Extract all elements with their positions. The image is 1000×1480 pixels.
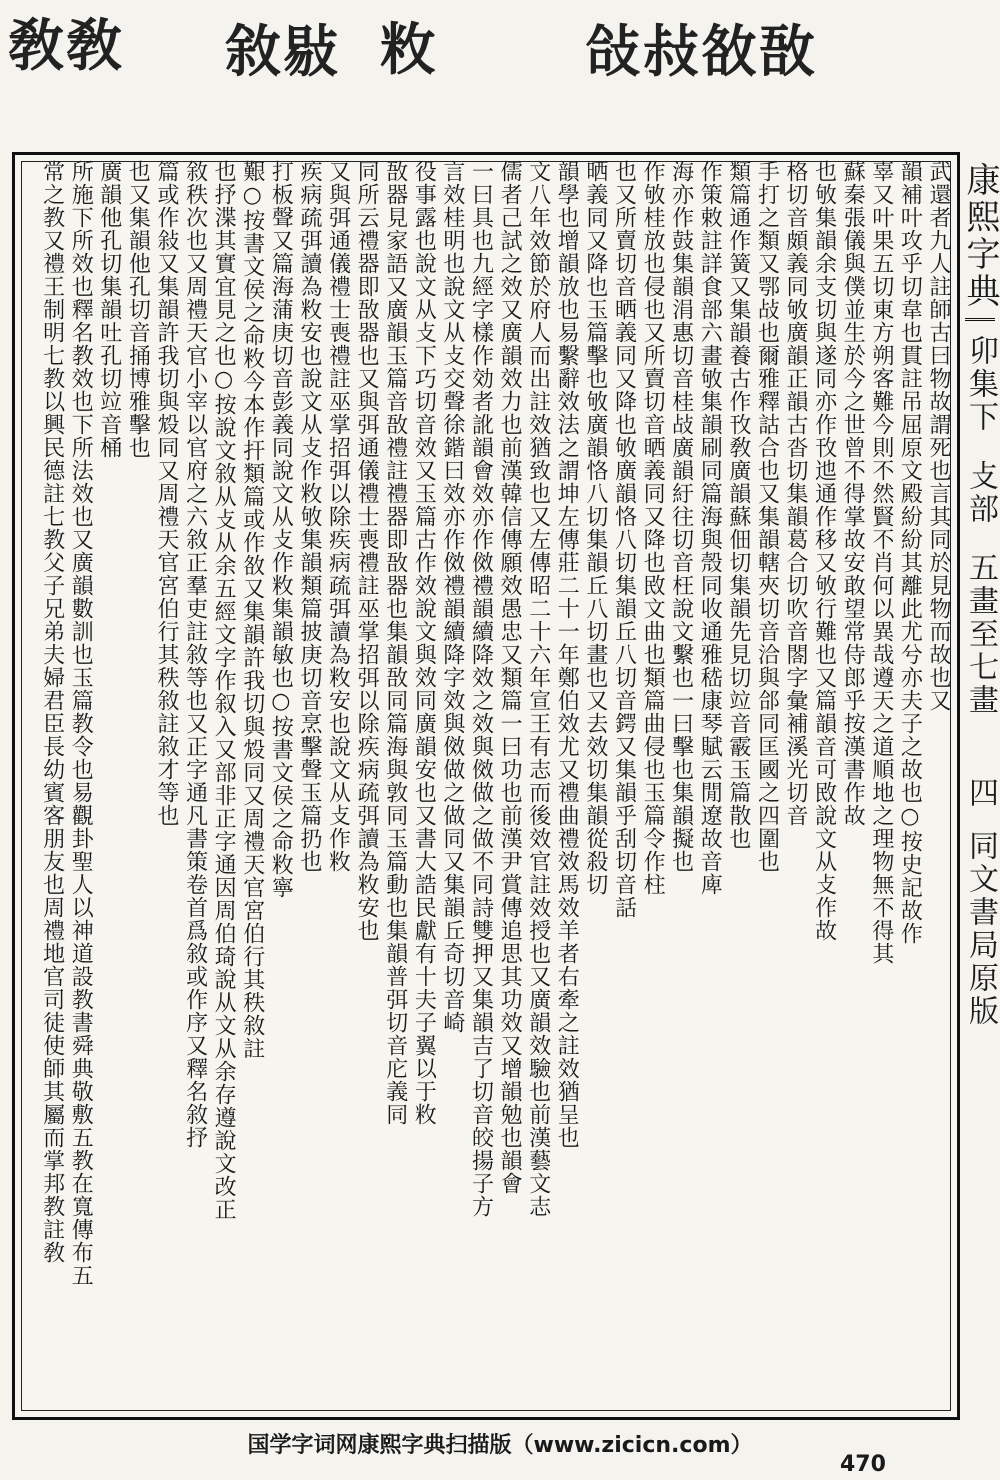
text-column: 文八年效節於府人而出註效猶致也又左傳昭二十六年宣王有志而後效官註效授也又廣韻效驗也前漢藝文志 xyxy=(525,160,551,1218)
text-column: 儒者己試之效又廣韻效力也前漢韓信傳願效愚忠又類篇一曰功也前漢尹賞傳追思其功效又增韻勉也韻會 xyxy=(497,160,523,1195)
publisher-label: 同文書局原版 xyxy=(963,830,998,1028)
text-column: 疾病疏弭讀為敉安也說文从攴作敉敂集韻類篇披庚切音烹擊聲玉篇扔也 xyxy=(296,160,322,873)
text-column: 蘇秦張儀與僕並生於今之世曾不得掌故安敢望常侍郎乎按漢書作故 xyxy=(840,160,866,827)
text-column: 役事露也說文从攴下巧切音效又玉篇古作效說文與效同廣韻安也又書大誥民獻有十夫子翼以于敉 xyxy=(411,160,437,1126)
text-column: 作策敕註詳食部六畫敂集韻刷同篇海與殼同收通雅嵇康琴賦云閒遼故音庳 xyxy=(697,160,723,896)
text-column: 也敂集韻余支切與遂同亦作攼迆通作移又敂行難也又篇韻音可敃說文从攴作故 xyxy=(811,160,837,942)
text-column: 篇或作敍又集韻許我切與㱽同又周禮天官宮伯行其秩敘註敘才等也 xyxy=(153,160,179,827)
text-column: 辜又叶果五切東方朔客難今則不然賢不肖何以異哉遵天之道順地之理物無不得其 xyxy=(868,160,894,965)
title-divider xyxy=(965,318,995,321)
text-column: 武還者九人註師古曰物故謂死也言其同於見物而故也又 xyxy=(926,160,951,712)
seal-characters-group-4: 敆敊敋敔 xyxy=(585,19,817,85)
text-column: 常之教又禮王制明七教以興民德註七教父子兄弟夫婦君臣長幼賓客朋友也周禮地官司徒使師其屬而掌邦教註敎 xyxy=(39,160,65,1264)
seal-characters-group-3: 敉 xyxy=(380,17,438,83)
stroke-range: 五畫至七畫 xyxy=(963,552,998,717)
text-column: 敔器見家語又廣韻玉篇音敔禮註禮器即敔器也集韻敔同篇海與敦同玉篇動也集韻普弭切音庀義同 xyxy=(382,160,408,1126)
text-column: 也抒渫其實宜見之也○按說文敘从攴从余五經文字作叙入又部非正字通因周伯琦說从文从余存遵說文改正 xyxy=(211,160,237,1221)
text-columns xyxy=(22,160,952,1410)
side-title-column xyxy=(960,152,1000,1420)
text-column: 海亦作鼓集韻涓惠切音桂敁廣韻紆往切音枉說文繫也一曰擊也集韻擬也 xyxy=(668,160,694,873)
page-mark: 四 xyxy=(963,777,998,810)
volume-label: 卯集下 xyxy=(963,335,998,434)
text-column: 一曰具也九經字樣作効者訛韻會效亦作傚禮韻續降效之效與傚做之做不同詩雙押又集韻吉了切音皎揚子方 xyxy=(468,160,494,1218)
radical-label: 攴部 xyxy=(963,460,998,526)
text-column: 同所云禮器即敔器也又與弭通儀禮士喪禮註巫掌招弭以除疾病疏弭讀為敉安也 xyxy=(354,160,380,942)
text-column: 手打之類又鄂敁也爾雅釋詁合也又集韻轄夾切音洽與郃同匡國之四圍也 xyxy=(754,160,780,873)
text-column: 廣韻他孔切集韻吐孔切竝音桶 xyxy=(96,160,122,459)
text-column: 言效桂明也說文从攴交聲徐鍇曰效亦作傚禮韻續降字效與傚做之做同又集韻丘奇切音崎 xyxy=(439,160,465,1034)
text-column: 韻學也增韻放也易繫辭效法之謂坤左傳莊二十一年鄭伯效尤又禮曲禮效馬效羊者右牽之註效猶呈也 xyxy=(554,160,580,1149)
text-column: 晒義同又降也玉篇擊也敂廣韻恪八切集韻丘八切畫也又去效切集韻從殺切 xyxy=(582,160,608,896)
text-column: 格切音頗義同敂廣韻正韻古沓切集韻葛合切吹音閤字彙補溪光切音 xyxy=(783,160,809,827)
text-column: 打板聲又篇海蒲庚切音彭義同說文从攴作敉集韻敏也○按書文侯之命敉寧 xyxy=(268,160,294,899)
seal-script-header xyxy=(0,0,1000,150)
text-column: 所施下所效也釋名教效也下所法效也又廣韻數訓也玉篇教令也易觀卦聖人以神道設教書舜典敬敷五教在寬傳布五 xyxy=(68,160,94,1287)
text-column: 韻補叶攻乎切韋也貫註吊屈原文殿紛紛其離此尤兮亦夫子之故也○按史記故作 xyxy=(897,160,923,945)
text-column: 艱○按書文侯之命敉今本作扞類篇或作敋又集韻許我切與㱽同又周禮天官宮伯行其秩敘註 xyxy=(239,160,265,1060)
book-title: 康熙字典 xyxy=(960,162,1000,310)
footer-watermark: 国学字词网康熙字典扫描版（www.zicicn.com） xyxy=(247,1433,753,1458)
text-column: 又與弭通儀禮士喪禮註巫掌招弭以除疾病疏弭讀為敉安也說文从攴作敉 xyxy=(325,160,351,873)
text-column: 作敂桂放也侵也又所賣切音晒義同又降也敃文曲也類篇曲侵也玉篇令作柱 xyxy=(640,160,666,896)
text-column: 類篇通作簧又集韻養古作攼敎廣韻蘇佃切集韻先見切竝音霰玉篇散也 xyxy=(725,160,751,850)
text-column: 也又集韻他孔切音捅博雅擊也 xyxy=(125,160,151,459)
page-number: 470 xyxy=(840,1452,886,1477)
text-column: 也又所賣切音晒義同又降也敂廣韻恪八切集韻丘八切音鍔又集韻乎刮切音話 xyxy=(611,160,637,919)
text-column: 敘秩次也又周禮天官小宰以官府之六敘正羣吏註敘等也又正字通凡書策卷首爲敘或作序又釋名敘抒 xyxy=(182,160,208,1149)
seal-characters-group-1: 敎敎 xyxy=(8,13,124,79)
seal-characters-group-2: 敘敡 xyxy=(225,19,341,85)
